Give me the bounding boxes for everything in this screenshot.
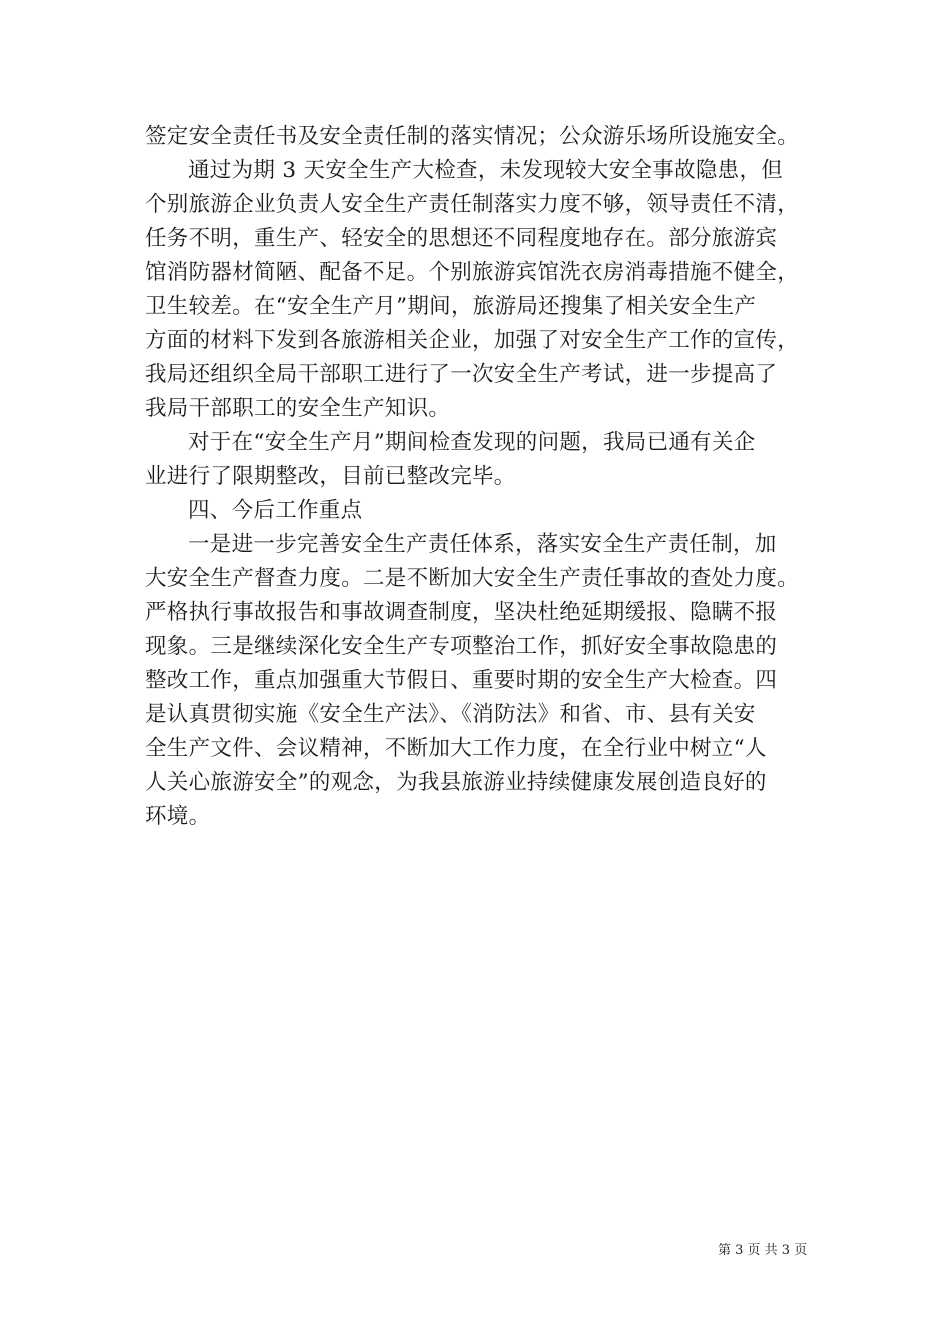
document-body <box>145 120 825 834</box>
text-line: 对于在“安全生产月”期间检查发现的问题，我局已通有关企 <box>188 430 756 455</box>
text-line: 任务不明，重生产、轻安全的思想还不同程度地存在。部分旅游宾 <box>145 226 778 251</box>
text-line: 环境。 <box>145 804 211 829</box>
text-line: 现象。三是继续深化安全生产专项整治工作，抓好安全事故隐患的 <box>145 634 778 659</box>
text-line: 馆消防器材简陋、配备不足。个别旅游宾馆洗衣房消毒措施不健全， <box>145 260 800 285</box>
text-line: 卫生较差。在“安全生产月”期间，旅游局还搜集了相关安全生产 <box>145 294 757 319</box>
text-line: 四、今后工作重点 <box>188 498 363 523</box>
text-line: 业进行了限期整改，目前已整改完毕。 <box>145 464 516 489</box>
text-line: 大安全生产督查力度。二是不断加大安全生产责任事故的查处力度。 <box>145 566 800 591</box>
text-line: 是认真贯彻实施《安全生产法》、《消防法》和省、市、县有关安 <box>145 702 756 727</box>
text-line: 个别旅游企业负责人安全生产责任制落实力度不够，领导责任不清， <box>145 192 800 217</box>
text-line: 签定安全责任书及安全责任制的落实情况；公众游乐场所设施安全。 <box>145 124 800 149</box>
text-line: 一是进一步完善安全生产责任体系，落实安全生产责任制，加 <box>188 532 777 557</box>
page-number-footer: 第 3 页 共 3 页 <box>718 1243 808 1258</box>
text-line: 严格执行事故报告和事故调查制度，坚决杜绝延期缓报、隐瞒不报 <box>145 600 778 625</box>
text-line: 方面的材料下发到各旅游相关企业，加强了对安全生产工作的宣传， <box>145 328 800 353</box>
text-line: 我局还组织全局干部职工进行了一次安全生产考试，进一步提高了 <box>145 362 778 387</box>
text-line: 人关心旅游安全”的观念，为我县旅游业持续健康发展创造良好的 <box>145 770 767 795</box>
text-line: 通过为期 3 天安全生产大检查，未发现较大安全事故隐患，但 <box>188 158 784 183</box>
text-line: 我局干部职工的安全生产知识。 <box>145 396 451 421</box>
text-line: 整改工作，重点加强重大节假日、重要时期的安全生产大检查。四 <box>145 668 778 693</box>
text-line: 全生产文件、会议精神，不断加大工作力度，在全行业中树立“人 <box>145 736 767 761</box>
